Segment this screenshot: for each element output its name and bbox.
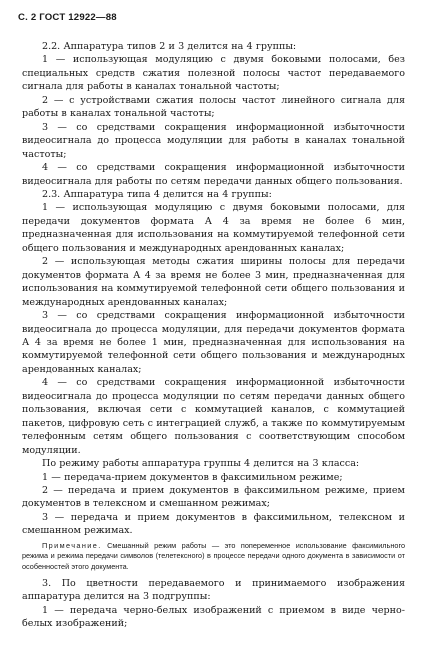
paragraph: 3 — передача и прием документов в факсимильном, телексном и смешанном режимах. [22,511,405,537]
paragraph: По режиму работы аппаратура группы 4 делится на 3 класса: [42,458,360,470]
note-label: Примечание. [42,540,102,550]
paragraph: 1 — передача черно-белых изображений с приемом в виде черно-белых изображений; [22,604,405,630]
paragraph: 3 — со средствами сокращения информационной избыточности видеосигнала до процесса модуляции, для передачи документов формата А 4 за время не более 1 мин, предназначенная для использования на коммутируемой телефонной сети общего пользования и международных арендованных каналах; [22,310,405,375]
note-text: Смешанный режим работы — это попеременное использование факсимильного режима и режима передачи символов (телетексного) в процессе передачи одного документа в зависимости от особенностей этого документа. [22,540,405,571]
paragraph: 1 — использующая модуляцию с двумя боковыми полосами, без специальных средств сжатия полезной полосы частот передаваемого сигнала для работы в каналах тональной частоты; [22,54,405,93]
document-body [22,40,405,631]
section-2-2-heading: 2.2. Аппаратура типов 2 и 3 делится на 4 группы: [42,41,297,52]
paragraph: 2 — использующая методы сжатия ширины полосы для передачи документов формата А 4 за время не более 3 мин, предназначенная для использования на коммутируемой телефонной сети общего пользования и международных арендованных каналах; [22,256,405,308]
paragraph: 2 — с устройствами сжатия полосы частот линейного сигнала для работы в каналах тональной частоты; [22,94,405,120]
section-3-heading: 3. По цветности передаваемого и принимаемого изображения аппаратура делится на 3 подгруппы: [22,577,405,603]
paragraph: 4 — со средствами сокращения информационной избыточности видеосигнала до процесса модуляции по сетям передачи данных общего пользования, включая сети с коммутацией каналов, с коммутацией пакетов, цифровую сеть с интеграцией служб, а также по коммутируемым телефонным сетям общего пользования с соответствующим способом модуляции. [22,377,405,456]
paragraph: 1 — использующая модуляцию с двумя боковыми полосами, для передачи документов формата А 4 за время не более 6 мин, предназначенная для использования на коммутируемой телефонной сети общего пользования и международных арендованных каналах; [22,202,405,254]
document-page [18,12,405,631]
page-header: С. 2 ГОСТ 12922—88 [18,12,117,23]
paragraph: 3 — со средствами сокращения информационной избыточности видеосигнала до процесса модуляции для работы в каналах тональной частоты; [22,121,405,160]
section-2-3-heading: 2.3. Аппаратура типа 4 делится на 4 группы: [42,188,272,200]
paragraph: 1 — передача-прием документов в факсимильном режиме; [42,471,343,483]
paragraph: 2 — передача и прием документов в факсимильном режиме, прием документов в телексном и смешанном режимах; [22,484,405,510]
note [22,541,405,572]
paragraph: 4 — со средствами сокращения информационной избыточности видеосигнала для работы по сетям передачи данных общего пользования. [22,162,405,187]
